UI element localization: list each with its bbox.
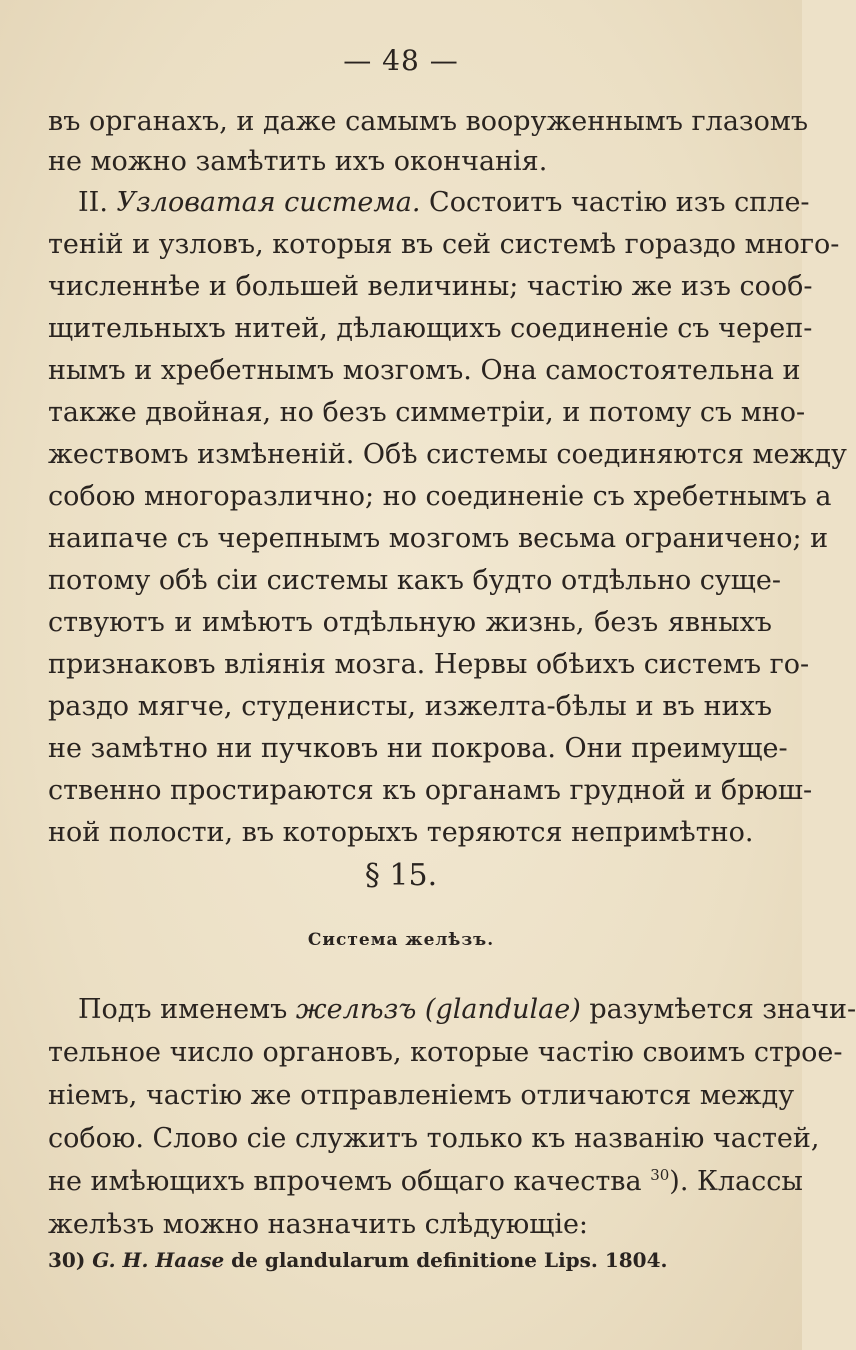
footnote-reference: 30 xyxy=(650,1166,670,1184)
text-line: не замѣтно ни пучковъ ни покрова. Они преимуще- xyxy=(48,733,788,764)
text-line: тельное число органовъ, которые частію своимъ строе- xyxy=(48,1037,843,1068)
text-fragment: не имѣющихъ впрочемъ общаго качества xyxy=(48,1166,642,1197)
text-line: щительныхъ нитей, дѣлающихъ соединеніе съ череп- xyxy=(48,313,813,344)
text-line: не можно замѣтить ихъ окончанія. xyxy=(48,146,548,177)
footnote-place-year: Lips. 1804. xyxy=(544,1248,668,1272)
footnote-number: 30) xyxy=(48,1248,86,1272)
list-number: II. xyxy=(78,187,108,218)
text-line: также двойная, но безъ симметріи, и потому съ мно- xyxy=(48,397,806,428)
footnote-title: de glandularum definitione xyxy=(231,1248,538,1272)
text-fragment: ). Классы xyxy=(669,1166,803,1197)
footnote-authors: G. H. Haase xyxy=(92,1248,225,1272)
text-fragment: Подъ именемъ xyxy=(78,994,288,1025)
text-fragment: разумѣется значи- xyxy=(589,994,856,1025)
paragraph-lead-line xyxy=(78,183,810,223)
text-line: ніемъ, частію же отправленіемъ отличаются между xyxy=(48,1080,795,1111)
system-title: Узловатая система. xyxy=(116,187,421,218)
text-line: признаковъ вліянія мозга. Нервы обѣихъ системъ го- xyxy=(48,649,810,680)
text-line: ственно простираются къ органамъ грудной и брюш- xyxy=(48,775,813,806)
footnote xyxy=(48,1248,772,1272)
page-number: — 48 — xyxy=(343,44,459,77)
text-line: собою. Слово сіе служитъ только къ названію частей, xyxy=(48,1123,820,1154)
section-number: § 15. xyxy=(364,858,438,893)
text-line: жествомъ измѣненій. Обѣ системы соединяются между xyxy=(48,439,847,470)
text-fragment: Состоитъ частію изъ спле- xyxy=(429,187,810,218)
text-line: желѣзъ можно назначить слѣдующіе: xyxy=(48,1209,589,1240)
text-line: потому обѣ сіи системы какъ будто отдѣльно суще- xyxy=(48,565,781,596)
text-line-with-footnote-ref xyxy=(48,1162,803,1202)
text-line: въ органахъ, и даже самымъ вооруженнымъ глазомъ xyxy=(48,106,809,137)
text-line: наипаче съ черепнымъ мозгомъ весьма ограничено; и xyxy=(48,523,829,554)
text-line: ствуютъ и имѣютъ отдѣльную жизнь, безъ явныхъ xyxy=(48,607,772,638)
text-line: раздо мягче, студенисты, изжелта-бѣлы и въ нихъ xyxy=(48,691,772,722)
text-line: нымъ и хребетнымъ мозгомъ. Она самостоятельна и xyxy=(48,355,801,386)
paragraph-lead-line xyxy=(78,990,856,1030)
text-line: ной полости, въ которыхъ теряются непримѣтно. xyxy=(48,817,754,848)
text-line: численнѣе и большей величины; частію же изъ сооб- xyxy=(48,271,813,302)
text-line: собою многоразлично; но соединеніе съ хребетнымъ а xyxy=(48,481,832,512)
section-subtitle: Система желѣзъ. xyxy=(307,930,495,950)
text-line: теній и узловъ, которыя въ сей системѣ гораздо много- xyxy=(48,229,840,260)
term-italic: желѣзъ (glandulae) xyxy=(295,994,581,1025)
